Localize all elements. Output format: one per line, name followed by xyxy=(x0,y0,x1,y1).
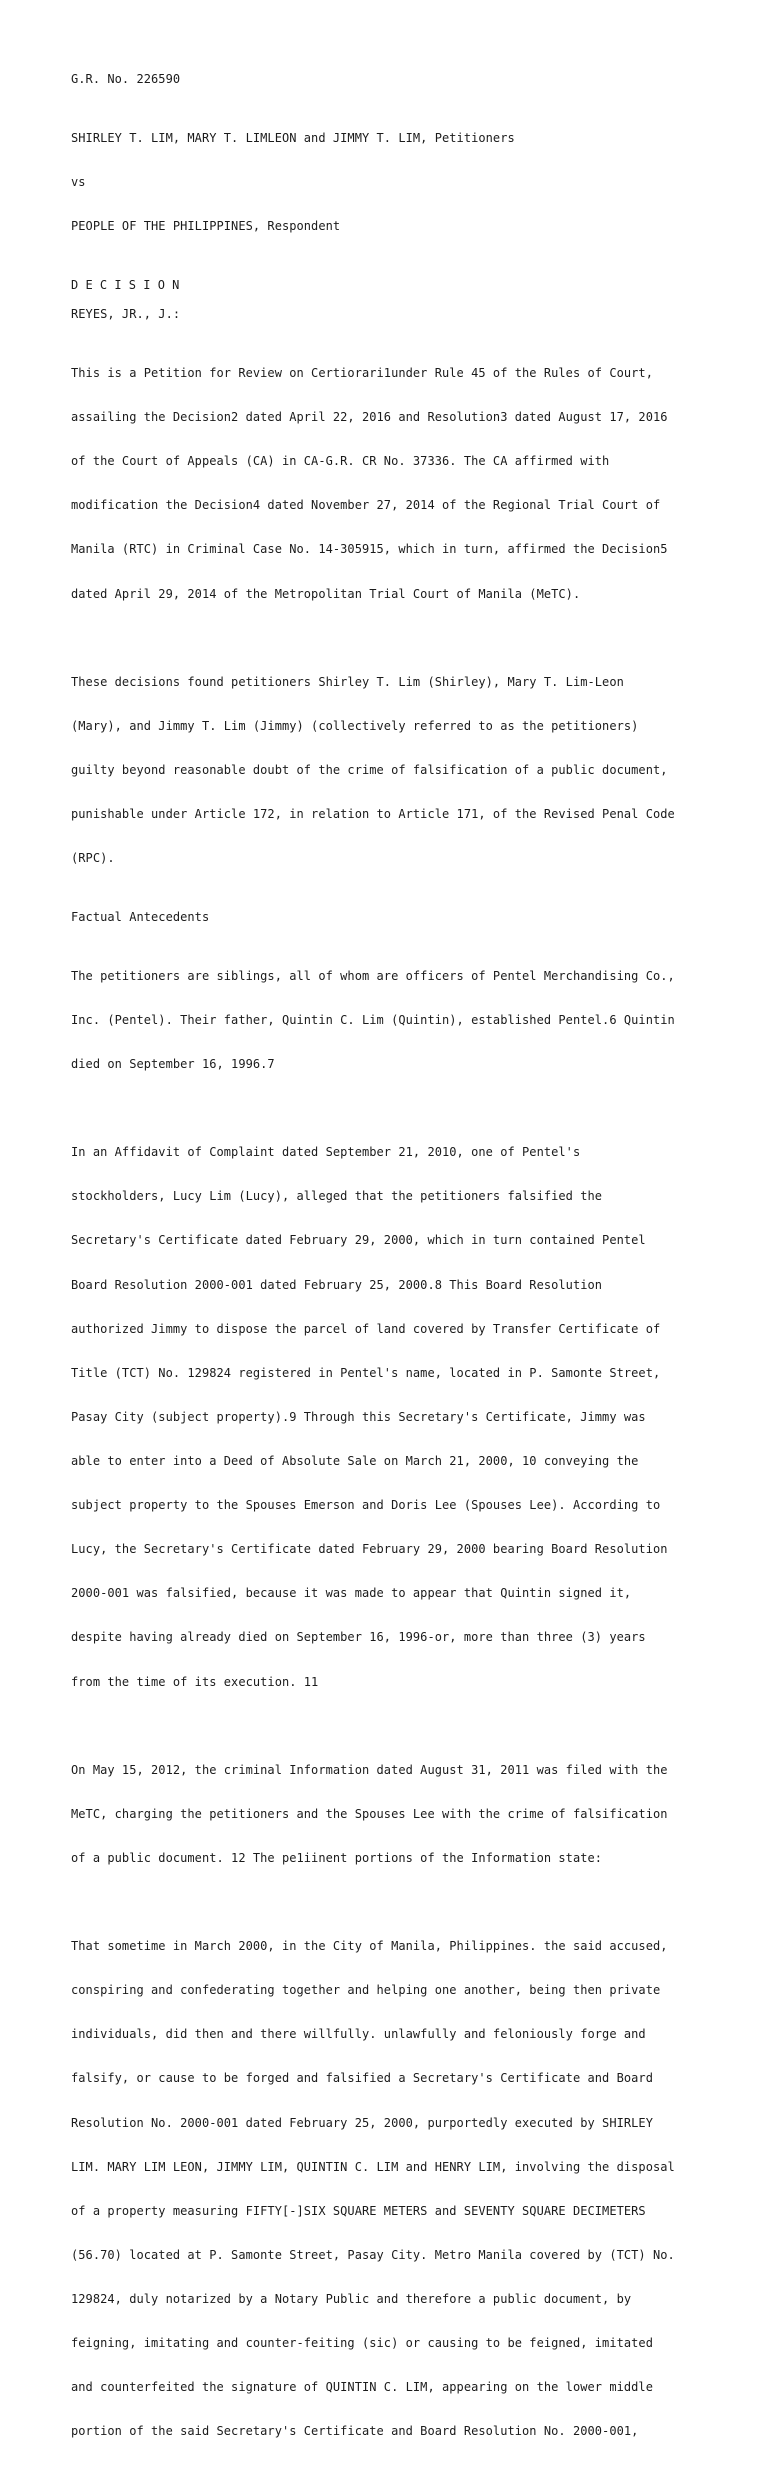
paragraph-line: of a property measuring FIFTY[-]SIX SQUARE METERS and SEVENTY SQUARE DECIMETERS xyxy=(71,2203,646,2218)
decision-heading: D E C I S I O N xyxy=(71,277,180,292)
paragraph-line: authorized Jimmy to dispose the parcel of land covered by Transfer Certificate of xyxy=(71,1321,661,1336)
respondent-line: PEOPLE OF THE PHILIPPINES, Respondent xyxy=(71,219,341,234)
case-number: G.R. No. 226590 xyxy=(71,72,181,86)
paragraph-line: Board Resolution 2000-001 dated February 25, 2000.8 This Board Resolution xyxy=(71,1277,603,1292)
paragraph-line: LIM. MARY LIM LEON, JIMMY LIM, QUINTIN C. LIM and HENRY LIM, involving the disposal xyxy=(71,2159,675,2174)
paragraph-line: died on September 16, 1996.7 xyxy=(71,1057,275,1071)
paragraph-information-filed xyxy=(71,1733,711,1895)
paragraph-line: Pasay City (subject property).9 Through this Secretary's Certificate, Jimmy was xyxy=(71,1409,646,1424)
paragraph-line: In an Affidavit of Complaint dated September 21, 2010, one of Pentel's xyxy=(71,1145,581,1160)
paragraph-line: conspiring and confederating together and helping one another, being then private xyxy=(71,1983,661,1998)
paragraph-line: On May 15, 2012, the criminal Information dated August 31, 2011 was filed with the xyxy=(71,1762,668,1777)
paragraph-line: 129824, duly notarized by a Notary Public and therefore a public document, by xyxy=(71,2292,632,2307)
paragraph-line: Resolution No. 2000-001 dated February 25, 2000, purportedly executed by SHIRLEY xyxy=(71,2115,653,2130)
paragraph-line: assailing the Decision2 dated April 22, 2016 and Resolution3 dated August 17, 2016 xyxy=(71,410,668,425)
paragraph-line: feigning, imitating and counter-feiting (sic) or causing to be feigned, imitated xyxy=(71,2336,653,2351)
paragraph-line: modification the Decision4 dated November 27, 2014 of the Regional Trial Court of xyxy=(71,498,661,513)
paragraph-line: These decisions found petitioners Shirley T. Lim (Shirley), Mary T. Lim-Leon xyxy=(71,674,624,689)
paragraph-line: The petitioners are siblings, all of whom are officers of Pentel Merchandising Co., xyxy=(71,968,675,983)
paragraph-line: of a public document. 12 The pe1iinent portions of the Information state: xyxy=(71,1850,603,1865)
paragraph-line: That sometime in March 2000, in the City of Manila, Philippines. the said accused, xyxy=(71,1939,668,1954)
paragraph-line: (RPC). xyxy=(71,851,115,866)
section-heading-factual-antecedents: Factual Antecedents xyxy=(71,909,210,924)
versus-line: vs xyxy=(71,174,86,189)
paragraph-information-text xyxy=(71,1910,711,2469)
paragraph-line: subject property to the Spouses Emerson and Doris Lee (Spouses Lee). According to xyxy=(71,1498,661,1513)
paragraph-line: Inc. (Pentel). Their father, Quintin C. Lim (Quintin), established Pentel.6 Quintin xyxy=(71,1012,675,1027)
document-page xyxy=(71,72,711,2483)
paragraph-findings xyxy=(71,645,711,895)
petitioners-line: SHIRLEY T. LIM, MARY T. LIMLEON and JIMMY T. LIM, Petitioners xyxy=(71,130,515,145)
paragraph-line: dated April 29, 2014 of the Metropolitan Trial Court of Manila (MeTC). xyxy=(71,586,581,601)
paragraph-line: individuals, did then and there willfully. unlawfully and feloniously forge and xyxy=(71,2027,646,2042)
paragraph-petition xyxy=(71,337,711,631)
paragraph-line: guilty beyond reasonable doubt of the crime of falsification of a public document, xyxy=(71,762,668,777)
paragraph-line: This is a Petition for Review on Certiorari1under Rule 45 of the Rules of Court, xyxy=(71,366,653,380)
paragraph-line: (Mary), and Jimmy T. Lim (Jimmy) (collectively referred to as the petitioners) xyxy=(71,718,639,733)
paragraph-line: Manila (RTC) in Criminal Case No. 14-305915, which in turn, affirmed the Decision5 xyxy=(71,542,668,557)
paragraph-line: despite having already died on September 16, 1996-or, more than three (3) years xyxy=(71,1630,646,1645)
paragraph-line: falsify, or cause to be forged and falsified a Secretary's Certificate and Board xyxy=(71,2071,653,2086)
paragraph-line: of the Court of Appeals (CA) in CA-G.R. CR No. 37336. The CA affirmed with xyxy=(71,454,610,469)
paragraph-line: MeTC, charging the petitioners and the Spouses Lee with the crime of falsification xyxy=(71,1806,668,1821)
paragraph-line: able to enter into a Deed of Absolute Sale on March 21, 2000, 10 conveying the xyxy=(71,1453,639,1468)
paragraph-line: Title (TCT) No. 129824 registered in Pentel's name, located in P. Samonte Street, xyxy=(71,1365,661,1380)
paragraph-line: (56.70) located at P. Samonte Street, Pasay City. Metro Manila covered by (TCT) No. xyxy=(71,2247,675,2262)
paragraph-line: and counterfeited the signature of QUINTIN C. LIM, appearing on the lower middle xyxy=(71,2380,653,2395)
case-parties xyxy=(71,101,711,263)
paragraph-line: portion of the said Secretary's Certificate and Board Resolution No. 2000-001, xyxy=(71,2424,639,2439)
paragraph-line: 2000-001 was falsified, because it was made to appear that Quintin signed it, xyxy=(71,1586,632,1601)
ponente: REYES, JR., J.: xyxy=(71,307,181,322)
paragraph-line: stockholders, Lucy Lim (Lucy), alleged that the petitioners falsified the xyxy=(71,1189,603,1204)
paragraph-affidavit xyxy=(71,1116,711,1719)
paragraph-siblings xyxy=(71,939,711,1101)
paragraph-line: Lucy, the Secretary's Certificate dated February 29, 2000 bearing Board Resolution xyxy=(71,1542,668,1557)
paragraph-line: from the time of its execution. 11 xyxy=(71,1674,319,1689)
paragraph-line: Secretary's Certificate dated February 29, 2000, which in turn contained Pentel xyxy=(71,1233,646,1248)
paragraph-line: punishable under Article 172, in relation to Article 171, of the Revised Penal Code xyxy=(71,807,675,822)
